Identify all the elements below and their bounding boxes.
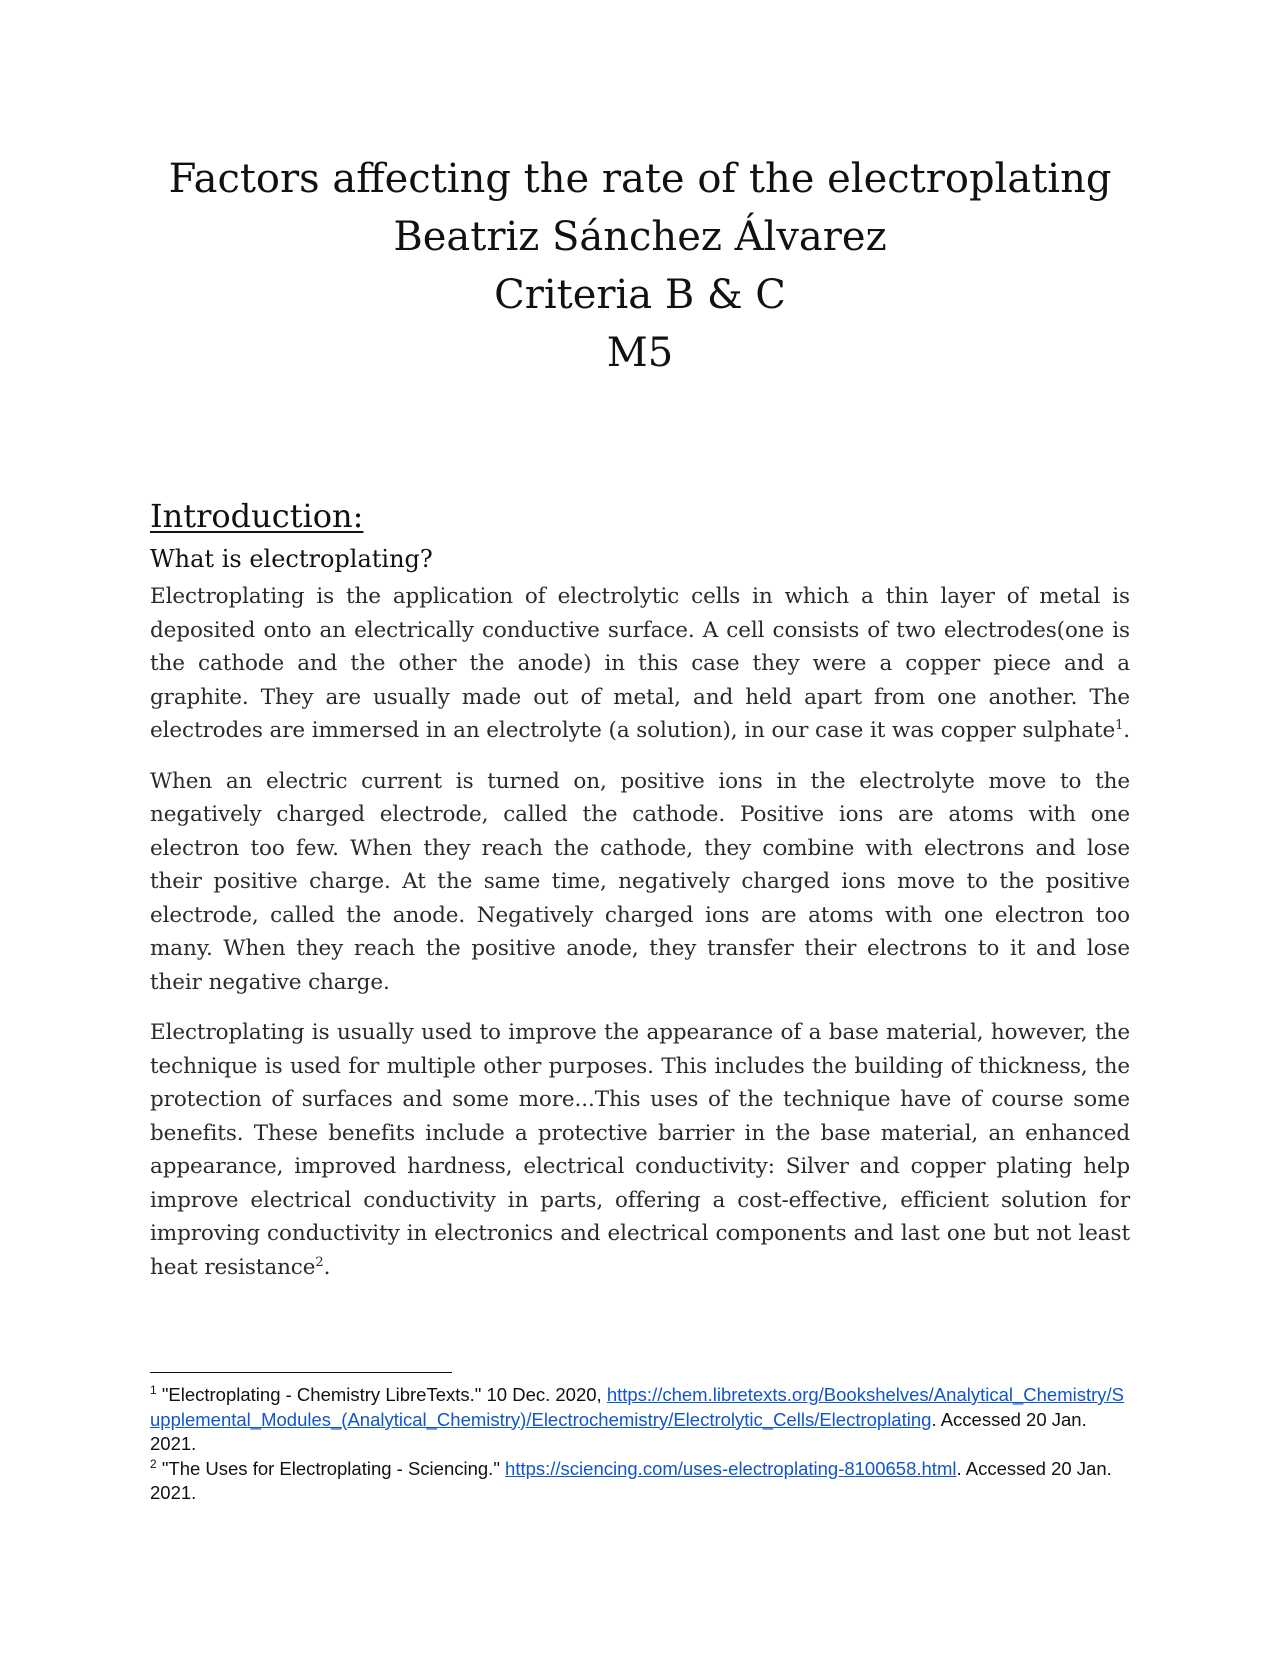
footnote-ref-2[interactable]: 2: [315, 1254, 324, 1270]
footnote-1-number: 1: [150, 1382, 157, 1397]
footnote-2-text: "The Uses for Electroplating - Sciencing.": [156, 1457, 506, 1479]
paragraph-1-text: Electroplating is the application of electrolytic cells in which a thin layer of metal is deposited onto an electrically conductive surface. A cell consists of two electrodes(one is the cathode and the other the anode) in this case they were a copper piece and a graphite. They are usually made out of metal, and held apart from one another. The electrodes are immersed in an electrolyte (a solution), in our case it was copper sulphate: [150, 584, 1130, 743]
footnote-2-number: 2: [150, 1456, 157, 1471]
footnote-1-after: . Accessed 20 Jan. 2021.: [150, 1408, 1087, 1454]
introduction-section: [150, 496, 1130, 1284]
footnote-ref-1[interactable]: 1: [1115, 717, 1124, 733]
footnote-1: [150, 1383, 1130, 1457]
author-name: Beatriz Sánchez Álvarez: [393, 214, 887, 260]
footnote-1-link[interactable]: https://chem.libretexts.org/Bookshelves/Analytical_Chemistry/Supplemental_Modules_(Analytical_Chemistry)/Electrochemistry/Electrolytic_Cells/Electroplating: [150, 1384, 1125, 1430]
class-label: M5: [606, 330, 674, 376]
paragraph-1: [150, 580, 1130, 748]
footnotes: [150, 1383, 1130, 1506]
footnote-1-text: "Electroplating - Chemistry LibreTexts." 10 Dec. 2020,: [156, 1384, 607, 1405]
paragraph-3: [150, 1016, 1130, 1284]
footnote-2: [150, 1457, 1130, 1506]
paragraph-2: When an electric current is turned on, positive ions in the electrolyte move to the negatively charged electrode, called the cathode. Positive ions are atoms with one electron too few. When they reach the cathode, they combine with electrons and lose their positive charge. At the same time, negatively charged ions move to the positive electrode, called the anode. Negatively charged ions are atoms with one electron too many. When they reach the positive anode, they transfer their electrons to it and lose their negative charge.: [150, 768, 1130, 995]
footnote-2-link[interactable]: https://sciencing.com/uses-electroplating-8100658.html: [505, 1457, 957, 1479]
introduction-subheading: What is electroplating?: [150, 545, 433, 573]
footnote-divider: [150, 1372, 452, 1373]
paragraph-3-text: Electroplating is usually used to improve the appearance of a base material, however, the technique is used for multiple other purposes. This includes the building of thickness, the protection of surfaces and some more...This uses of the technique have of course some benefits. These benefits include a protective barrier in the base material, an enhanced appearance, improved hardness, electrical conductivity: Silver and copper plating help improve electrical conductivity in parts, offering a cost-effective, efficient solution for improving conductivity in electronics and electrical components and last one but not least heat resistance: [150, 1020, 1130, 1280]
paragraph-3-end: .: [323, 1254, 331, 1280]
paragraph-1-end: .: [1123, 718, 1130, 743]
title-block: [0, 150, 1280, 382]
footnote-2-after: . Accessed 20 Jan. 2021.: [150, 1457, 1112, 1503]
introduction-heading: Introduction:: [150, 497, 364, 535]
criteria-label: Criteria B & C: [494, 272, 786, 318]
document-title: Factors affecting the rate of the electroplating: [168, 156, 1112, 202]
